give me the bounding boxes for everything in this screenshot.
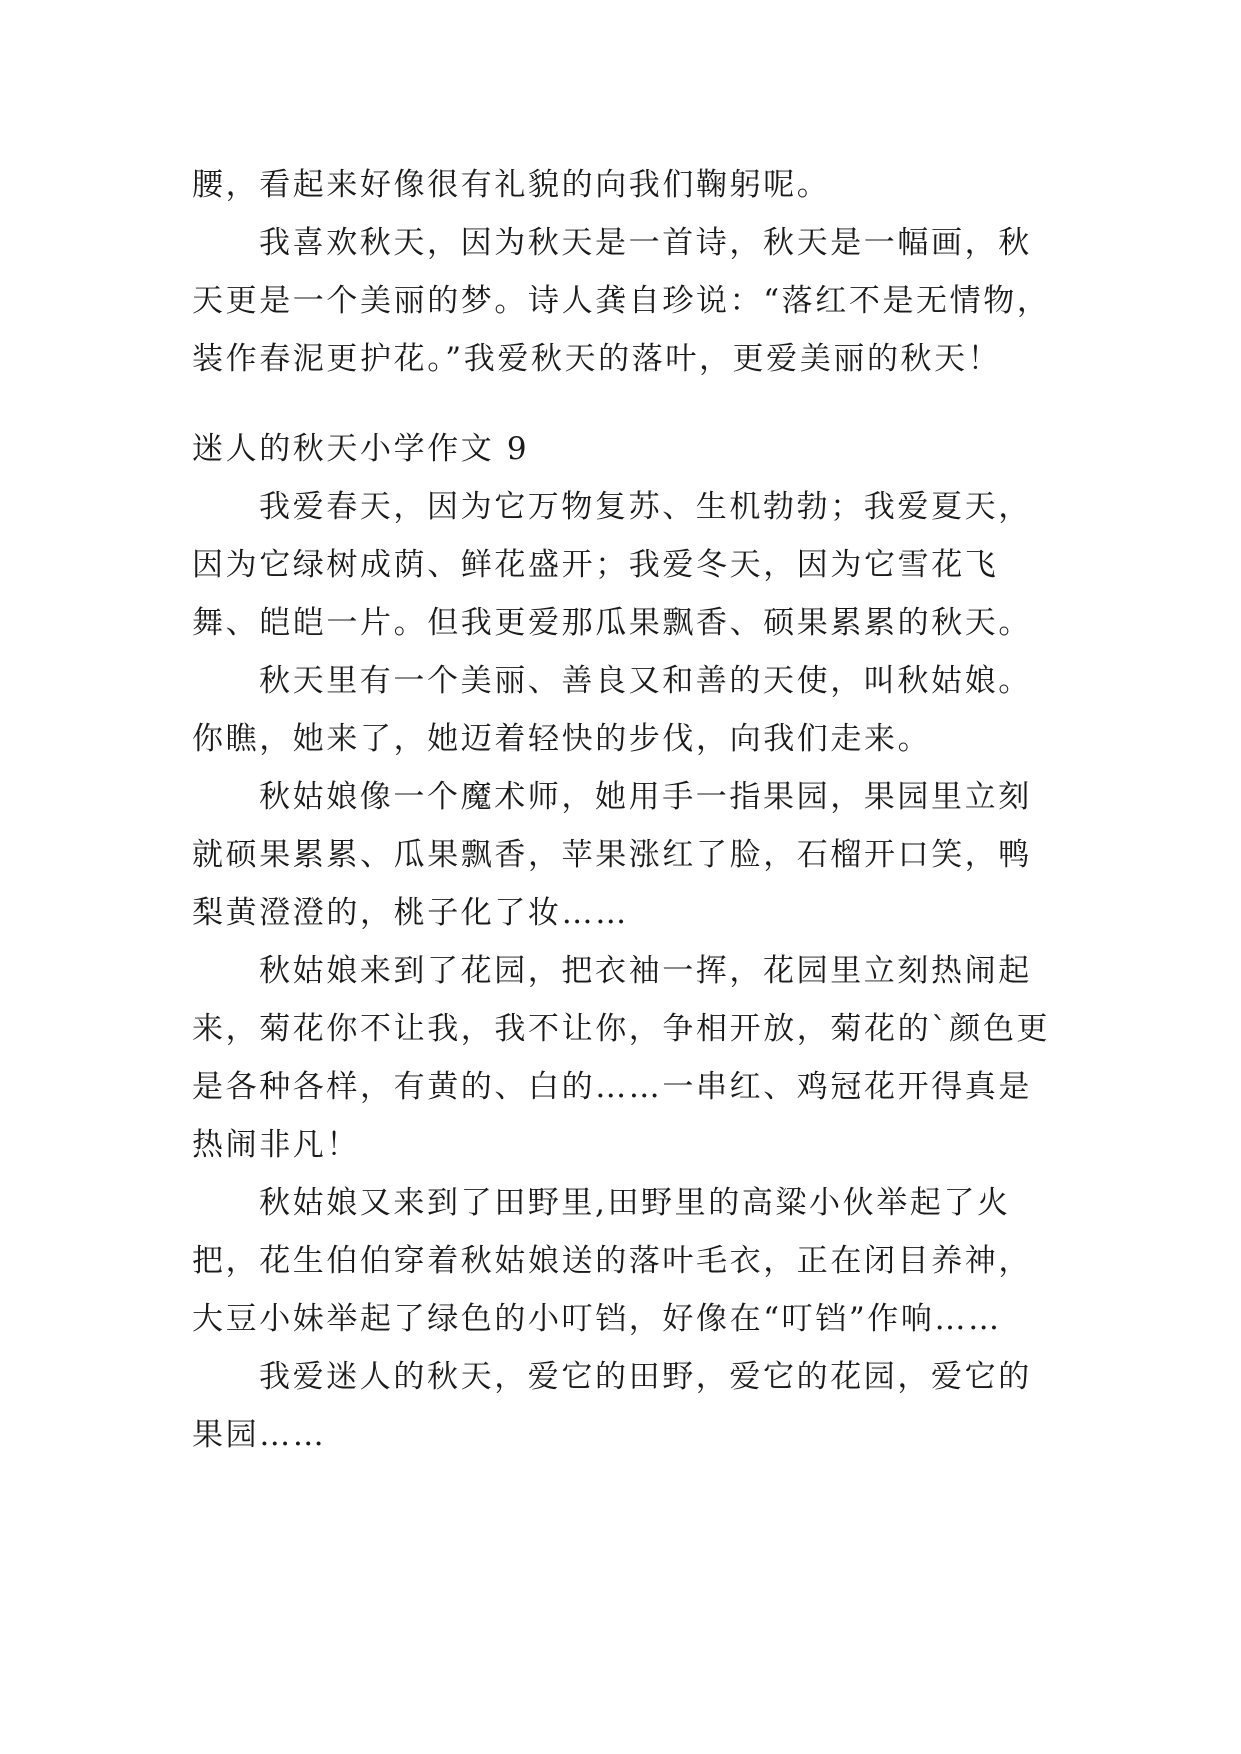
paragraph-continued: 腰，看起来好像很有礼貌的向我们鞠躬呢。 — [192, 167, 831, 203]
paragraph-fields: 秋姑娘又来到了田野里,田野里的高粱小伙举起了火把，花生伯伯穿着秋姑娘送的落叶毛衣，正在闭目养神，大豆小妹举起了绿色的小叮铛，好像在“叮铛”作响…… — [192, 1185, 1032, 1337]
paragraph-orchard: 秋姑娘像一个魔术师，她用手一指果园，果园里立刻就硕果累累、瓜果飘香，苹果涨红了脸，石榴开口笑，鸭梨黄澄澄的，桃子化了妆…… — [192, 779, 1032, 931]
document-body — [192, 156, 1060, 1464]
paragraph-garden: 秋姑娘来到了花园，把衣袖一挥，花园里立刻热闹起来，菊花你不让我，我不让你，争相开放，菊花的`颜色更是各种各样，有黄的、白的……一串红、鸡冠花开得真是热闹非凡！ — [192, 953, 1051, 1163]
paragraph-autumn-poem: 我喜欢秋天，因为秋天是一首诗，秋天是一幅画，秋天更是一个美丽的梦。诗人龚自珍说：“落红不是无情物，装作春泥更护花。”我爱秋天的落叶，更爱美丽的秋天！ — [192, 225, 1051, 377]
paragraph-autumn-angel: 秋天里有一个美丽、善良又和善的天使，叫秋姑娘。你瞧，她来了，她迈着轻快的步伐，向我们走来。 — [192, 663, 1032, 757]
paragraph-seasons: 我爱春天，因为它万物复苏、生机勃勃；我爱夏天，因为它绿树成荫、鲜花盛开；我爱冬天，因为它雪花飞舞、皑皑一片。但我更爱那瓜果飘香、硕果累累的秋天。 — [192, 489, 1032, 641]
paragraph-closing: 我爱迷人的秋天，爱它的田野，爱它的花园，爱它的果园…… — [192, 1359, 1032, 1453]
essay-title: 迷人的秋天小学作文 9 — [192, 431, 530, 467]
